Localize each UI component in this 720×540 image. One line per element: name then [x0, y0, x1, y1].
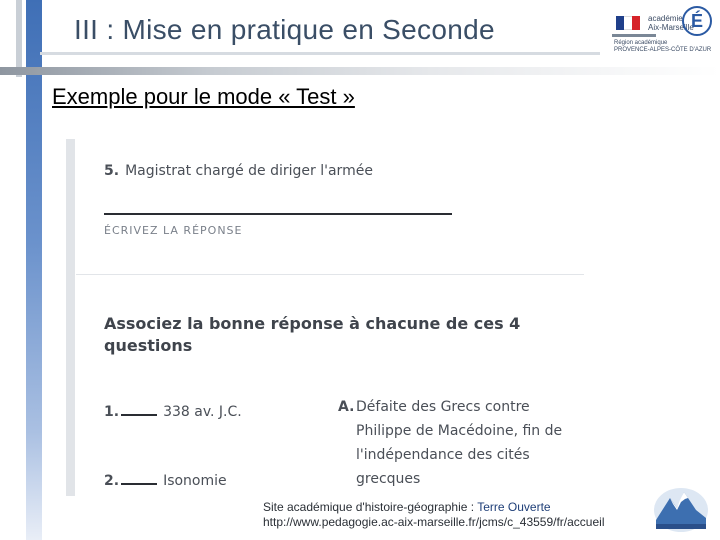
- decor-bar-horizontal: [0, 67, 720, 75]
- match-item-1-number: 1.: [104, 404, 120, 420]
- slide-title: III : Mise en pratique en Seconde: [74, 14, 495, 45]
- academy-logo: [612, 6, 712, 56]
- logo-underline: [612, 34, 656, 37]
- choice-a-line: grecques: [356, 471, 421, 487]
- quiz-screenshot: [66, 139, 586, 496]
- answer-input-line[interactable]: [104, 213, 452, 215]
- decor-bar-vertical-blue: [26, 0, 42, 540]
- choice-a-line: l'indépendance des cités: [356, 447, 530, 463]
- section-divider: [76, 274, 584, 275]
- footer-url[interactable]: http://www.pedagogie.ac-aix-marseille.fr/jcms/c_43559/fr/accueil: [263, 515, 605, 529]
- match-item-2-number: 2.: [104, 473, 120, 489]
- associate-title: Associez la bonne réponse à chacune de ces 4 questions: [104, 314, 521, 355]
- footer-line1: [263, 500, 604, 515]
- logo-text-line2: Aix-Marseille: [648, 23, 694, 32]
- match-item-1: [104, 404, 242, 420]
- match-item-2-blank[interactable]: [121, 473, 157, 485]
- terre-ouverte-logo-icon: [652, 484, 710, 534]
- logo-text-line1: académie: [648, 14, 683, 23]
- screenshot-left-edge: [66, 139, 75, 496]
- footer: [263, 500, 604, 530]
- question-5-text: Magistrat chargé de diriger l'armée: [125, 163, 373, 179]
- choice-a-letter: A.: [338, 399, 355, 415]
- footer-site-name: Terre Ouverte: [477, 500, 551, 514]
- question-5-number: 5.: [104, 163, 120, 179]
- footer-site-label: Site académique d'histoire-géographie :: [263, 500, 478, 514]
- match-item-2: [104, 473, 227, 489]
- choice-a: [338, 395, 568, 491]
- french-flag-icon: [616, 16, 640, 30]
- match-item-2-text: Isonomie: [163, 473, 227, 489]
- choice-a-line: Philippe de Macédoine, fin de: [356, 423, 563, 439]
- slide-subheading: Exemple pour le mode « Test »: [52, 84, 355, 109]
- academy-e-icon: É: [682, 6, 712, 36]
- question-5: [104, 163, 373, 179]
- decor-bar-vertical-gray: [16, 0, 22, 77]
- logo-region-line2: PROVENCE-ALPES-CÔTE D'AZUR: [614, 47, 712, 53]
- decor-rule-horizontal: [40, 52, 600, 55]
- match-item-1-text: 338 av. J.C.: [163, 404, 242, 420]
- match-item-1-blank[interactable]: [121, 404, 157, 416]
- answer-hint: ÉCRIVEZ LA RÉPONSE: [104, 224, 243, 237]
- choice-a-line: Défaite des Grecs contre: [356, 399, 530, 415]
- logo-region-text: [614, 40, 711, 54]
- logo-region-line1: Région académique: [614, 40, 668, 46]
